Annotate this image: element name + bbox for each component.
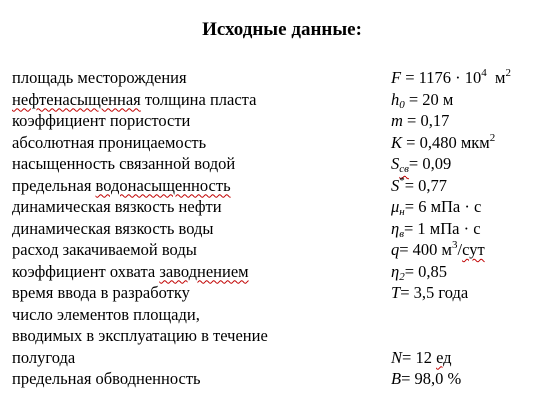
param-value bbox=[391, 261, 447, 283]
param-sup: 2 bbox=[489, 131, 496, 144]
param-row-commissioning-time bbox=[12, 282, 542, 304]
spellcheck-word: сут bbox=[462, 240, 485, 259]
param-sub: н bbox=[399, 206, 405, 218]
page-title: Исходные данные: bbox=[202, 19, 362, 40]
param-symbol: h bbox=[391, 89, 400, 109]
param-row-sweep-coefficient bbox=[12, 261, 542, 283]
param-row-water-saturation bbox=[12, 175, 542, 197]
param-label: расход закачиваемой воды bbox=[12, 240, 197, 259]
param-row-oil-viscosity bbox=[12, 196, 542, 218]
param-sup: 4 bbox=[481, 67, 487, 79]
param-label-line: полугода bbox=[12, 347, 76, 367]
param-eq: = 0,85 bbox=[404, 261, 447, 281]
param-label-start: предельная bbox=[12, 175, 96, 195]
param-label: динамическая вязкость нефти bbox=[12, 197, 222, 216]
param-value bbox=[391, 132, 495, 154]
param-label-line: число элементов площади, bbox=[12, 304, 200, 324]
param-label: время ввода в разработку bbox=[12, 283, 190, 302]
param-eq: = 0,09 bbox=[408, 154, 452, 173]
parameter-list bbox=[12, 67, 542, 390]
param-sub: 0 bbox=[399, 98, 405, 111]
param-eq: = 0,480 мкм bbox=[402, 132, 490, 152]
param-eq: = 400 м bbox=[399, 240, 452, 259]
param-label bbox=[12, 261, 249, 283]
param-sub: св bbox=[399, 163, 409, 175]
param-sup: 3 bbox=[452, 239, 458, 251]
param-eq: = 0,17 bbox=[402, 111, 450, 130]
param-symbol: F bbox=[391, 68, 402, 87]
param-value bbox=[391, 347, 452, 369]
param-symbol: B bbox=[391, 369, 402, 388]
param-row-element-count-end bbox=[12, 347, 542, 369]
param-row-element-count-cont bbox=[12, 325, 542, 347]
param-value bbox=[391, 218, 481, 240]
param-value bbox=[391, 282, 468, 304]
param-row-permeability bbox=[12, 132, 542, 154]
param-sub: 2 bbox=[399, 270, 405, 283]
param-value bbox=[391, 175, 447, 197]
param-symbol: S bbox=[391, 175, 400, 195]
param-label: абсолютная проницаемость bbox=[12, 132, 207, 152]
param-symbol: m bbox=[391, 111, 403, 130]
param-symbol: S bbox=[391, 154, 400, 173]
param-row-field-area bbox=[12, 67, 542, 89]
param-symbol: q bbox=[391, 240, 400, 259]
param-label-start: коэффициент охвата bbox=[12, 261, 160, 281]
param-value bbox=[391, 239, 485, 261]
param-sup: * bbox=[399, 174, 405, 187]
spellcheck-word: водонасыщенность bbox=[95, 175, 231, 195]
param-row-oil-thickness bbox=[12, 89, 542, 111]
param-eq: = 6 мПа · с bbox=[404, 197, 482, 216]
param-value bbox=[391, 110, 449, 132]
param-row-bound-water bbox=[12, 153, 542, 175]
param-row-element-count bbox=[12, 304, 542, 326]
param-value bbox=[391, 368, 461, 390]
param-label: динамическая вязкость воды bbox=[12, 218, 214, 238]
param-row-porosity bbox=[12, 110, 542, 132]
param-value bbox=[391, 196, 481, 218]
param-label bbox=[12, 175, 231, 197]
param-eq: = 20 м bbox=[404, 89, 454, 109]
param-symbol: N bbox=[391, 347, 403, 367]
spellcheck-word: нефтенасыщенная bbox=[12, 89, 141, 109]
param-row-water-cut bbox=[12, 368, 542, 390]
param-label-line: вводимых в эксплуатацию в течение bbox=[12, 326, 268, 345]
param-label bbox=[12, 89, 256, 111]
param-row-water-viscosity bbox=[12, 218, 542, 240]
param-label: насыщенность связанной водой bbox=[12, 154, 236, 173]
param-eq: = 3,5 года bbox=[400, 283, 469, 302]
param-unit-sup: 2 bbox=[505, 67, 511, 79]
param-row-injection-rate bbox=[12, 239, 542, 261]
param-symbol: η bbox=[391, 261, 400, 281]
param-value bbox=[391, 89, 453, 111]
param-label: коэффициент пористости bbox=[12, 111, 191, 130]
param-eq: = 1 мПа · с bbox=[403, 218, 481, 238]
param-symbol: T bbox=[391, 283, 401, 302]
spellcheck-word: заводнением bbox=[159, 261, 249, 281]
param-eq: = 98,0 % bbox=[401, 369, 462, 388]
param-value bbox=[391, 153, 451, 175]
param-symbol: μ bbox=[391, 197, 400, 216]
spellcheck-word: ед bbox=[436, 347, 452, 367]
param-eq: = 1176 · 10 bbox=[401, 68, 482, 87]
param-label: площадь месторождения bbox=[12, 68, 187, 87]
param-symbol: η bbox=[391, 218, 400, 238]
param-eq: = 0,77 bbox=[404, 175, 448, 195]
param-symbol: K bbox=[391, 132, 403, 152]
param-value bbox=[391, 67, 511, 89]
param-label: предельная обводненность bbox=[12, 369, 201, 388]
param-sub: в bbox=[399, 227, 404, 240]
param-unit: / bbox=[457, 240, 463, 259]
param-unit: м bbox=[486, 68, 506, 87]
param-label-rest: толщина пласта bbox=[140, 89, 257, 109]
param-eq: = 12 bbox=[402, 347, 437, 367]
